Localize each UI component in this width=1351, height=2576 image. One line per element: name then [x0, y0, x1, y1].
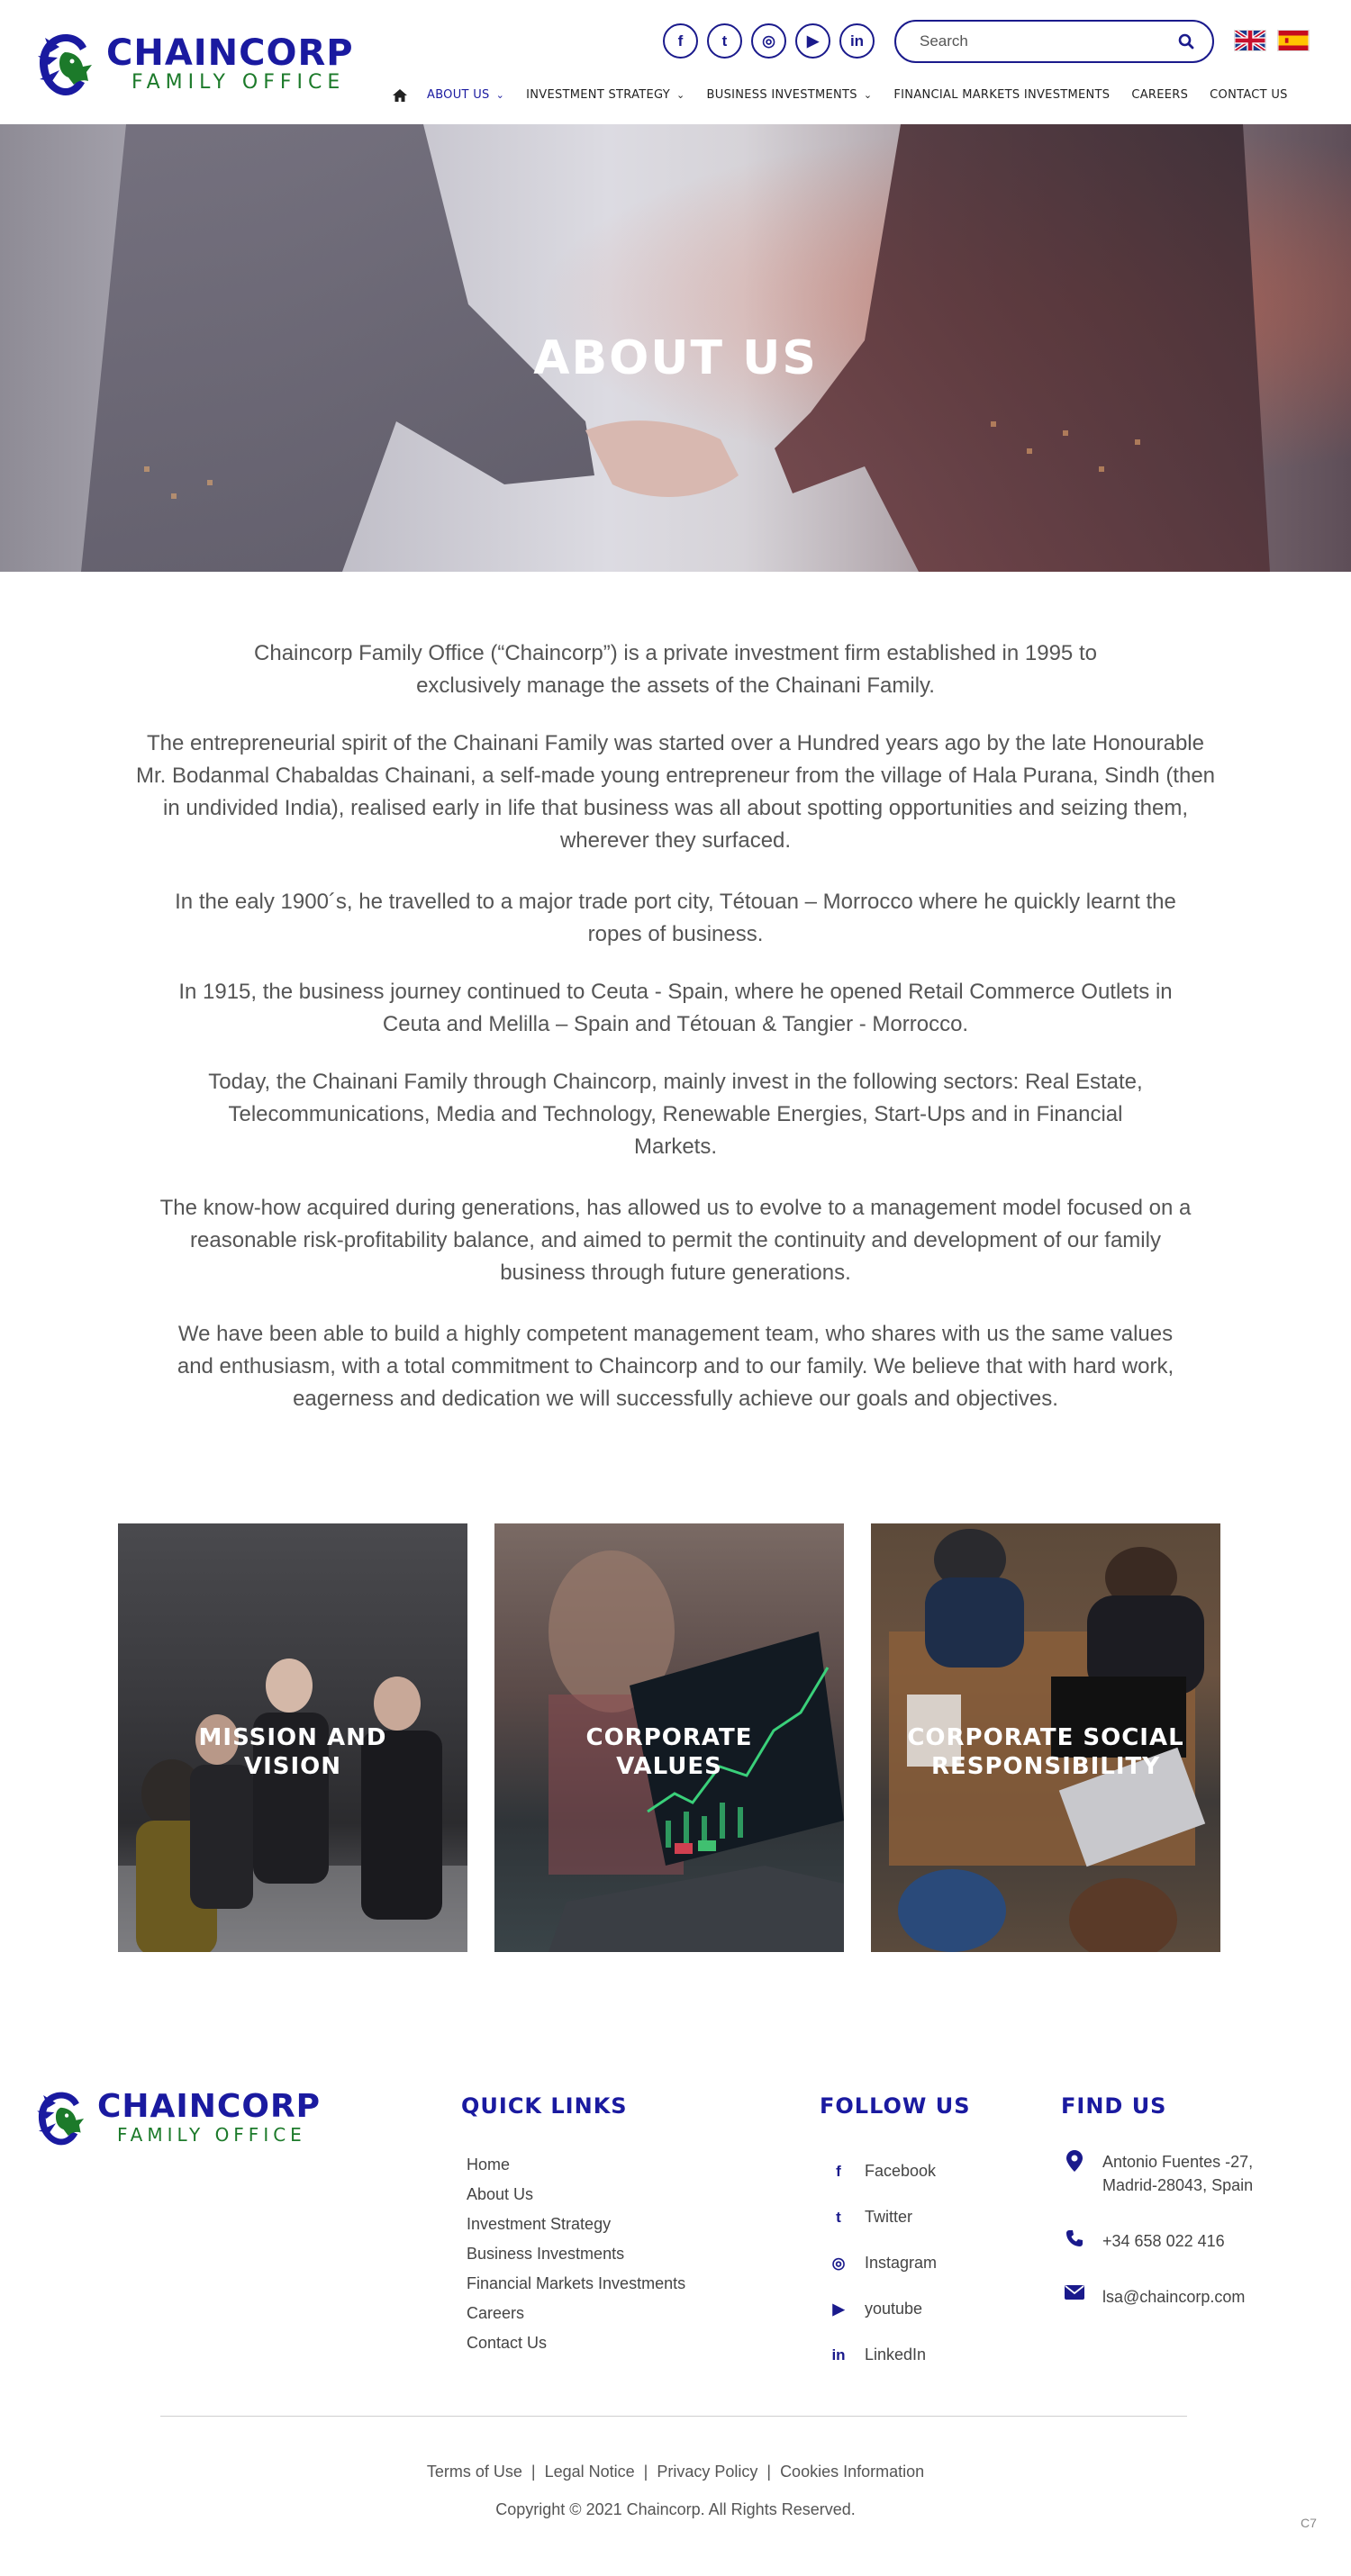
phone[interactable] [1063, 2229, 1283, 2253]
hero-banner [0, 124, 1351, 572]
footer-link-investment-strategy[interactable]: Investment Strategy [467, 2215, 612, 2233]
terms-of-use-link[interactable]: Terms of Use [426, 2463, 522, 2481]
lion-logo-icon [32, 2089, 90, 2148]
nav-investment-strategy[interactable] [526, 88, 685, 102]
footer-link-contact-us[interactable]: Contact Us [467, 2334, 548, 2352]
card-mission-and-vision[interactable] [118, 1523, 467, 1952]
page-title: ABOUT US [533, 331, 818, 385]
site-footer [0, 1981, 1351, 2576]
intro-paragraph: The know-how acquired during generations, has allowed us to evolve to a management model focused on a reasonable risk-profitability balance, and aimed to permit the continuity and development of our family business through future generations. [159, 1196, 1192, 1285]
address-text: Antonio Fuentes -27, Madrid-28043, Spain [1102, 2153, 1254, 2194]
search-icon[interactable] [1178, 33, 1194, 50]
language-switcher [1234, 30, 1310, 51]
nav-about-us[interactable] [427, 88, 504, 102]
main-nav [393, 88, 1288, 102]
footer-link-about-us[interactable]: About Us [467, 2185, 534, 2203]
nav-label: INVESTMENT STRATEGY [526, 88, 671, 102]
nav-label: FINANCIAL MARKETS INVESTMENTS [893, 88, 1111, 102]
follow-youtube[interactable] [825, 2286, 937, 2332]
intro-paragraph: The entrepreneurial spirit of the Chainani Family was started over a Hundred years ago by the late Honourable Mr. Bodanmal Chabaldas Chainani, a self-made young entrepreneur from the village of Hala Purana, Sindh (then in undivided India), realised early in life that business was all about spotting opportunities and seizing them, wherever they surfaced. [135, 731, 1216, 853]
intro-paragraph: We have been able to build a highly competent management team, who shares with us the same values and enthusiasm, with a total commitment to Chaincorp and to our family. We believe that with hard work, eagerness and dedication we will successfully achieve our goals and objectives. [177, 1322, 1174, 1411]
logo-main-text: CHAINCORP [106, 32, 354, 74]
follow-label: LinkedIn [865, 2346, 927, 2364]
site-header [0, 0, 1351, 124]
nav-contact-us[interactable] [1210, 88, 1288, 102]
twitter-icon: t [836, 2208, 841, 2226]
youtube-icon: ▶ [832, 2300, 845, 2318]
separator: | [530, 2463, 536, 2481]
header-social-links [663, 23, 875, 59]
address [1063, 2150, 1283, 2197]
follow-facebook[interactable] [825, 2148, 937, 2194]
nav-label: CONTACT US [1210, 88, 1288, 102]
logo-sub-text: FAMILY OFFICE [131, 71, 346, 94]
separator: | [643, 2463, 648, 2481]
follow-label: Twitter [865, 2208, 913, 2226]
chevron-down-icon: ⌄ [863, 89, 873, 101]
chevron-down-icon: ⌄ [676, 89, 685, 101]
follow-twitter[interactable] [825, 2194, 937, 2240]
card-label: CORPORATE SOCIAL RESPONSIBILITY [907, 1724, 1184, 1780]
nav-financial-markets-investments[interactable] [893, 88, 1110, 102]
privacy-policy-link[interactable]: Privacy Policy [657, 2463, 758, 2481]
nav-careers[interactable] [1131, 88, 1188, 102]
uk-flag-icon[interactable] [1234, 30, 1266, 51]
nav-business-investments[interactable] [707, 88, 873, 102]
intro-paragraph: In 1915, the business journey continued to Ceuta - Spain, where he opened Retail Commerce Outlets in Ceuta and Melilla – Spain and Tétouan & Tangier - Morrocco. [178, 980, 1173, 1036]
logo-main-text: CHAINCORP [97, 2088, 322, 2125]
find-us [1063, 2150, 1283, 2341]
card-corporate-social-responsibility[interactable] [871, 1523, 1220, 1952]
phone-text: +34 658 022 416 [1102, 2232, 1225, 2250]
nav-label: ABOUT US [427, 88, 490, 102]
map-pin-icon [1063, 2150, 1086, 2172]
follow-label: Instagram [865, 2254, 938, 2272]
chevron-down-icon: ⌄ [495, 89, 505, 101]
intro-paragraph: In the ealy 1900´s, he travelled to a major trade port city, Tétouan – Morrocco where he quickly learnt the ropes of business. [175, 890, 1176, 946]
corner-badge: C7 [1301, 2516, 1317, 2530]
follow-instagram[interactable] [825, 2240, 937, 2286]
card-corporate-values[interactable] [494, 1523, 844, 1952]
linkedin-icon[interactable]: in [839, 23, 875, 59]
facebook-icon[interactable]: f [663, 23, 698, 59]
youtube-icon[interactable]: ▶ [795, 23, 830, 59]
email-text: lsa@chaincorp.com [1102, 2288, 1246, 2306]
footer-link-business-investments[interactable]: Business Investments [467, 2245, 625, 2263]
follow-label: youtube [865, 2300, 923, 2318]
search-input[interactable] [920, 32, 1178, 50]
footer-divider [160, 2416, 1187, 2417]
legal-notice-link[interactable]: Legal Notice [544, 2463, 635, 2481]
lion-logo-icon [32, 31, 99, 99]
spain-flag-icon[interactable] [1277, 30, 1310, 51]
footer-link-financial-markets-investments[interactable]: Financial Markets Investments [467, 2274, 686, 2292]
cookies-information-link[interactable]: Cookies Information [780, 2463, 925, 2481]
separator: | [766, 2463, 772, 2481]
nav-label: CAREERS [1131, 88, 1189, 102]
footer-link-careers[interactable]: Careers [467, 2304, 525, 2322]
envelope-icon [1063, 2285, 1086, 2300]
instagram-icon: ◎ [831, 2254, 846, 2272]
find-us-title: FIND US [1061, 2093, 1167, 2119]
follow-label: Facebook [865, 2162, 937, 2180]
phone-icon [1063, 2229, 1086, 2247]
quick-links [467, 2150, 685, 2358]
site-logo[interactable] [32, 29, 375, 101]
card-label: CORPORATE VALUES [585, 1724, 753, 1780]
follow-us-title: FOLLOW US [820, 2093, 971, 2119]
home-icon[interactable] [393, 89, 407, 102]
about-intro [135, 637, 1216, 1441]
nav-label: BUSINESS INVESTMENTS [706, 88, 857, 102]
footer-logo[interactable] [32, 2089, 321, 2148]
facebook-icon: f [836, 2162, 841, 2180]
search-box [894, 20, 1214, 63]
copyright: Copyright © 2021 Chaincorp. All Rights Reserved. [495, 2500, 856, 2518]
card-label: MISSION AND VISION [198, 1724, 387, 1780]
twitter-icon[interactable]: t [707, 23, 742, 59]
logo-sub-text: FAMILY OFFICE [117, 2124, 306, 2146]
legal-links [0, 2463, 1351, 2481]
email[interactable] [1063, 2285, 1283, 2309]
intro-paragraph: Chaincorp Family Office (“Chaincorp”) is a private investment firm established in 1995 to exclusively manage the assets of the Chainani Family. [254, 641, 1097, 698]
follow-linkedin[interactable] [825, 2332, 937, 2378]
linkedin-icon: in [831, 2346, 846, 2364]
quick-links-title: QUICK LINKS [461, 2093, 628, 2119]
feature-cards [118, 1523, 1220, 1952]
footer-link-home[interactable]: Home [467, 2156, 511, 2174]
instagram-icon[interactable]: ◎ [751, 23, 786, 59]
intro-paragraph: Today, the Chainani Family through Chaincorp, mainly invest in the following sectors: Real Estate, Telecommunications, Media and Technology, Renewable Energies, Start-Ups and in Financial Markets. [208, 1070, 1143, 1159]
follow-us-links [825, 2148, 937, 2378]
